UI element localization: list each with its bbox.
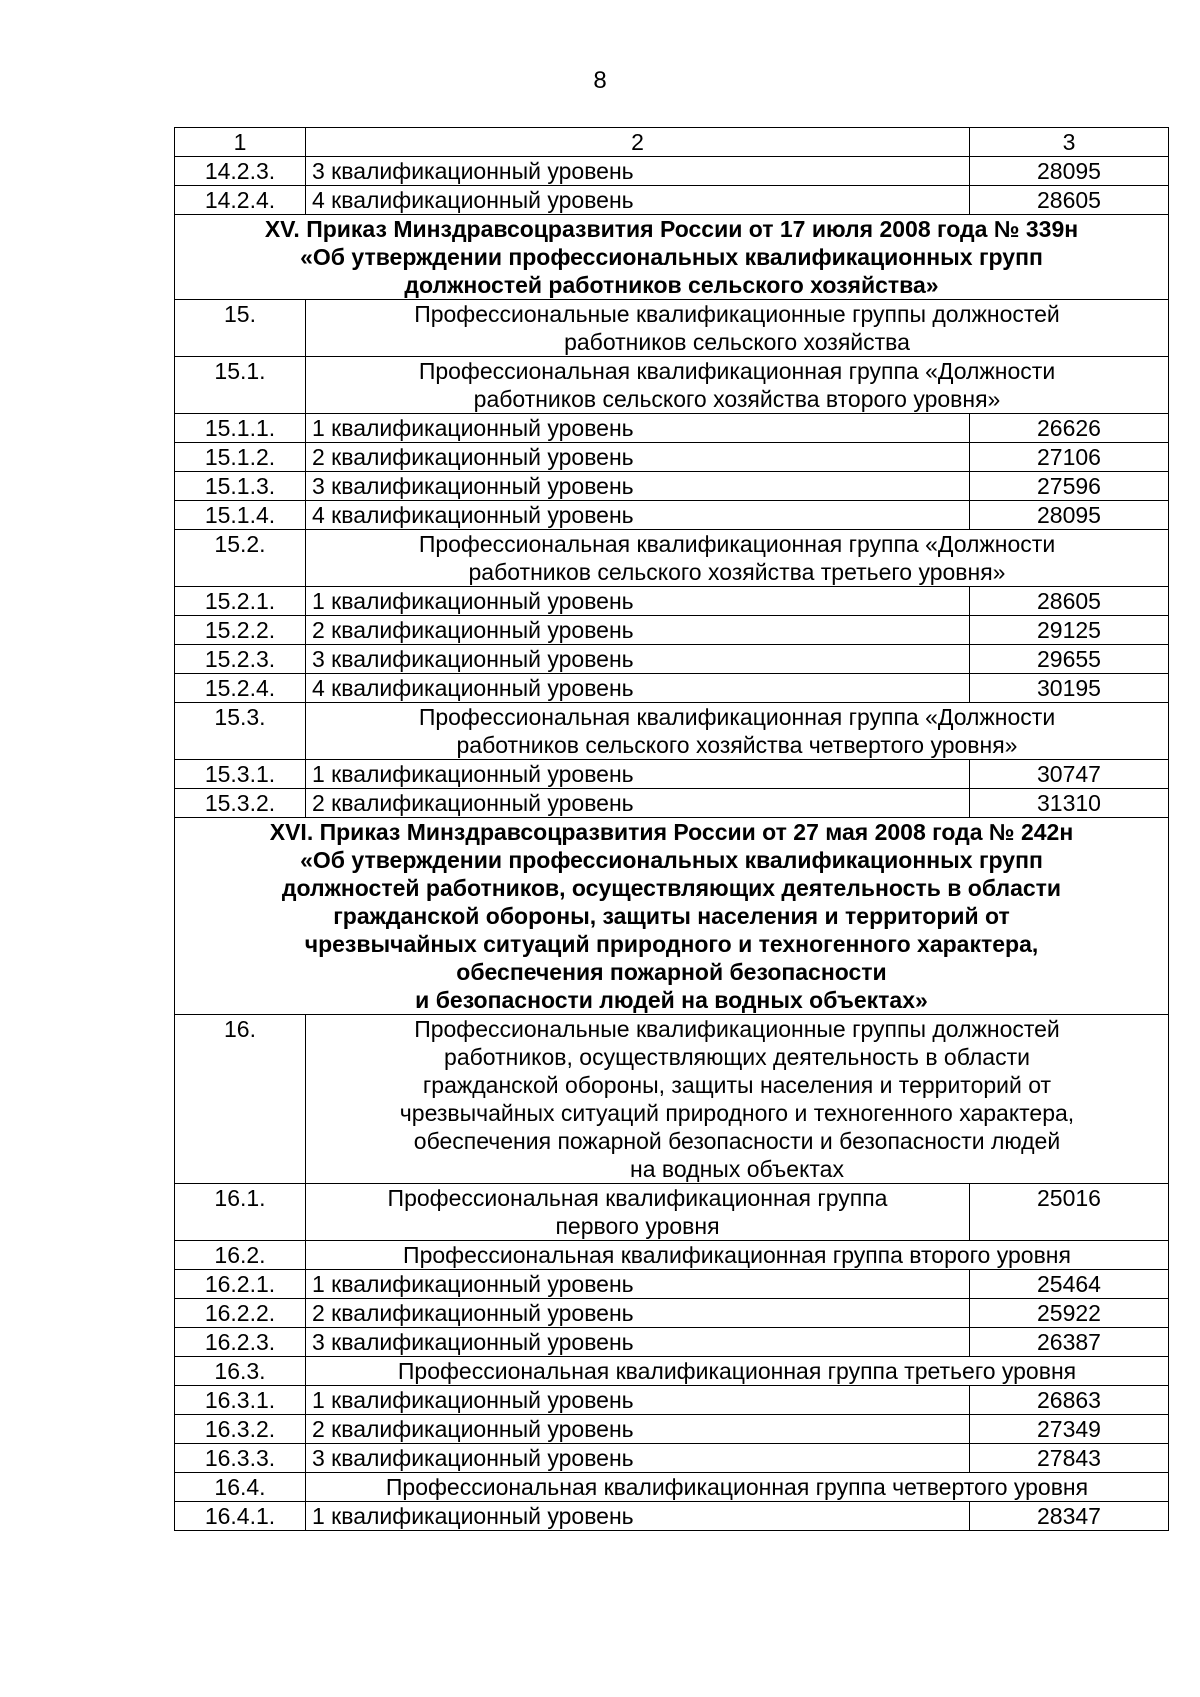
row-description: 1 квалификационный уровень xyxy=(306,414,970,443)
row-number: 15.2. xyxy=(175,530,306,587)
cell-line: должностей работников, осуществляющих деятельность в области xyxy=(281,875,1062,901)
row-number: 15.1.1. xyxy=(175,414,306,443)
group-title xyxy=(306,357,1169,414)
group-row xyxy=(175,300,1169,357)
row-value: 26626 xyxy=(970,414,1169,443)
table-body xyxy=(175,128,1169,1531)
group-title xyxy=(306,1357,1169,1386)
row-description: 3 квалификационный уровень xyxy=(306,645,970,674)
cell-line: чрезвычайных ситуаций природного и техногенного характера, xyxy=(399,1100,1075,1126)
cell-line: Профессиональные квалификационные группы должностей xyxy=(414,1016,1060,1042)
cell-line: обеспечения пожарной безопасности xyxy=(456,959,887,985)
row-value: 27106 xyxy=(970,443,1169,472)
row-number: 16. xyxy=(175,1015,306,1184)
table-row xyxy=(175,587,1169,616)
salary-table xyxy=(174,127,1169,1531)
group-row xyxy=(175,1015,1169,1184)
group-title xyxy=(306,703,1169,760)
section-heading xyxy=(175,215,1169,300)
table-row xyxy=(175,186,1169,215)
row-value: 31310 xyxy=(970,789,1169,818)
row-value: 29655 xyxy=(970,645,1169,674)
group-row xyxy=(175,1357,1169,1386)
cell-line: первого уровня xyxy=(555,1213,720,1239)
row-value: 25016 xyxy=(970,1184,1169,1241)
table-row xyxy=(175,789,1169,818)
cell-line: работников сельского хозяйства xyxy=(564,329,910,355)
table-row xyxy=(175,1328,1169,1357)
row-value: 28347 xyxy=(970,1502,1169,1531)
row-description: 3 квалификационный уровень xyxy=(306,1444,970,1473)
row-description: 3 квалификационный уровень xyxy=(306,472,970,501)
cell-line: обеспечения пожарной безопасности и безопасности людей xyxy=(413,1128,1061,1154)
row-number: 16.4.1. xyxy=(175,1502,306,1531)
row-value: 29125 xyxy=(970,616,1169,645)
row-value: 25464 xyxy=(970,1270,1169,1299)
table-row xyxy=(175,1502,1169,1531)
row-description: 3 квалификационный уровень xyxy=(306,157,970,186)
row-number: 15.1. xyxy=(175,357,306,414)
group-row xyxy=(175,357,1169,414)
group-row xyxy=(175,1473,1169,1502)
row-number: 16.3. xyxy=(175,1357,306,1386)
cell-line: гражданской обороны, защиты населения и территорий от xyxy=(422,1072,1052,1098)
row-number: 16.3.2. xyxy=(175,1415,306,1444)
row-number: 16.1. xyxy=(175,1184,306,1241)
row-value: 27349 xyxy=(970,1415,1169,1444)
row-description: 1 квалификационный уровень xyxy=(306,1270,970,1299)
cell-line: Профессиональные квалификационные группы должностей xyxy=(414,301,1060,327)
row-description: 2 квалификационный уровень xyxy=(306,616,970,645)
row-number: 15.2.4. xyxy=(175,674,306,703)
group-title xyxy=(306,1184,970,1241)
row-description: 2 квалификационный уровень xyxy=(306,1299,970,1328)
row-description: 1 квалификационный уровень xyxy=(306,587,970,616)
row-number: 16.3.1. xyxy=(175,1386,306,1415)
row-value: 28605 xyxy=(970,587,1169,616)
row-description: 4 квалификационный уровень xyxy=(306,501,970,530)
row-number: 16.2.1. xyxy=(175,1270,306,1299)
cell-line: XVI. Приказ Минздравсоцразвития России от 27 мая 2008 года № 242н xyxy=(269,819,1074,845)
table-row xyxy=(175,1386,1169,1415)
cell-line: Профессиональная квалификационная группа второго уровня xyxy=(403,1242,1071,1268)
section-heading xyxy=(175,818,1169,1015)
group-row xyxy=(175,1184,1169,1241)
table-row xyxy=(175,157,1169,186)
row-description: 1 квалификационный уровень xyxy=(306,1386,970,1415)
table-row xyxy=(175,616,1169,645)
row-value: 28095 xyxy=(970,501,1169,530)
cell-line: Профессиональная квалификационная группа «Должности xyxy=(418,704,1056,730)
cell-line: работников, осуществляющих деятельность в области xyxy=(444,1044,1030,1070)
row-description: 3 квалификационный уровень xyxy=(306,1328,970,1357)
row-number: 15.1.3. xyxy=(175,472,306,501)
row-value: 27596 xyxy=(970,472,1169,501)
row-number: 16.2. xyxy=(175,1241,306,1270)
group-title xyxy=(306,1015,1169,1184)
row-number: 15.2.1. xyxy=(175,587,306,616)
table-row xyxy=(175,472,1169,501)
page-number: 8 xyxy=(593,67,607,94)
group-row xyxy=(175,530,1169,587)
table-row xyxy=(175,674,1169,703)
table-row xyxy=(175,760,1169,789)
table-row xyxy=(175,1415,1169,1444)
row-description: 4 квалификационный уровень xyxy=(306,674,970,703)
table-row xyxy=(175,1270,1169,1299)
group-row xyxy=(175,703,1169,760)
cell-line: работников сельского хозяйства четвертого уровня» xyxy=(456,732,1018,758)
row-number: 16.3.3. xyxy=(175,1444,306,1473)
group-title xyxy=(306,1241,1169,1270)
group-title xyxy=(306,300,1169,357)
group-title xyxy=(306,530,1169,587)
row-number: 15.3. xyxy=(175,703,306,760)
table-row xyxy=(175,1444,1169,1473)
group-title xyxy=(306,1473,1169,1502)
row-value: 27843 xyxy=(970,1444,1169,1473)
group-row xyxy=(175,1241,1169,1270)
row-number: 16.4. xyxy=(175,1473,306,1502)
row-value: 25922 xyxy=(970,1299,1169,1328)
cell-line: Профессиональная квалификационная группа четвертого уровня xyxy=(385,1474,1089,1500)
row-value: 26387 xyxy=(970,1328,1169,1357)
cell-line: гражданской обороны, защиты населения и территорий от xyxy=(333,903,1010,929)
cell-line: чрезвычайных ситуаций природного и техногенного характера, xyxy=(304,931,1039,957)
table-row xyxy=(175,645,1169,674)
header-col-1: 1 xyxy=(175,128,306,157)
cell-line: «Об утверждении профессиональных квалификационных групп xyxy=(300,244,1043,270)
table-row xyxy=(175,443,1169,472)
row-number: 15.1.4. xyxy=(175,501,306,530)
table-row xyxy=(175,1299,1169,1328)
row-number: 14.2.3. xyxy=(175,157,306,186)
row-description: 2 квалификационный уровень xyxy=(306,1415,970,1444)
row-value: 30195 xyxy=(970,674,1169,703)
header-row xyxy=(175,128,1169,157)
cell-line: Профессиональная квалификационная группа xyxy=(387,1185,888,1211)
cell-line: и безопасности людей на водных объектах» xyxy=(415,987,928,1013)
row-number: 16.2.2. xyxy=(175,1299,306,1328)
row-description: 1 квалификационный уровень xyxy=(306,1502,970,1531)
cell-line: Профессиональная квалификационная группа «Должности xyxy=(418,531,1056,557)
row-number: 15.1.2. xyxy=(175,443,306,472)
cell-line: работников сельского хозяйства третьего уровня» xyxy=(468,559,1006,585)
cell-line: работников сельского хозяйства второго уровня» xyxy=(473,386,1001,412)
cell-line: на водных объектах xyxy=(630,1156,844,1182)
row-description: 2 квалификационный уровень xyxy=(306,443,970,472)
row-value: 28095 xyxy=(970,157,1169,186)
row-value: 28605 xyxy=(970,186,1169,215)
row-number: 16.2.3. xyxy=(175,1328,306,1357)
row-number: 15.2.2. xyxy=(175,616,306,645)
section-heading-row xyxy=(175,215,1169,300)
table-row xyxy=(175,414,1169,443)
cell-line: «Об утверждении профессиональных квалификационных групп xyxy=(300,847,1043,873)
cell-line: должностей работников сельского хозяйства» xyxy=(404,272,939,298)
row-value: 30747 xyxy=(970,760,1169,789)
row-value: 26863 xyxy=(970,1386,1169,1415)
row-number: 14.2.4. xyxy=(175,186,306,215)
row-number: 15. xyxy=(175,300,306,357)
cell-line: Профессиональная квалификационная группа «Должности xyxy=(418,358,1056,384)
row-description: 2 квалификационный уровень xyxy=(306,789,970,818)
row-number: 15.3.1. xyxy=(175,760,306,789)
row-number: 15.3.2. xyxy=(175,789,306,818)
row-description: 4 квалификационный уровень xyxy=(306,186,970,215)
cell-line: XV. Приказ Минздравсоцразвития России от 17 июля 2008 года № 339н xyxy=(264,216,1079,242)
row-number: 15.2.3. xyxy=(175,645,306,674)
row-description: 1 квалификационный уровень xyxy=(306,760,970,789)
header-col-3: 3 xyxy=(970,128,1169,157)
cell-line: Профессиональная квалификационная группа третьего уровня xyxy=(397,1358,1077,1384)
section-heading-row xyxy=(175,818,1169,1015)
table-row xyxy=(175,501,1169,530)
header-col-2: 2 xyxy=(306,128,970,157)
